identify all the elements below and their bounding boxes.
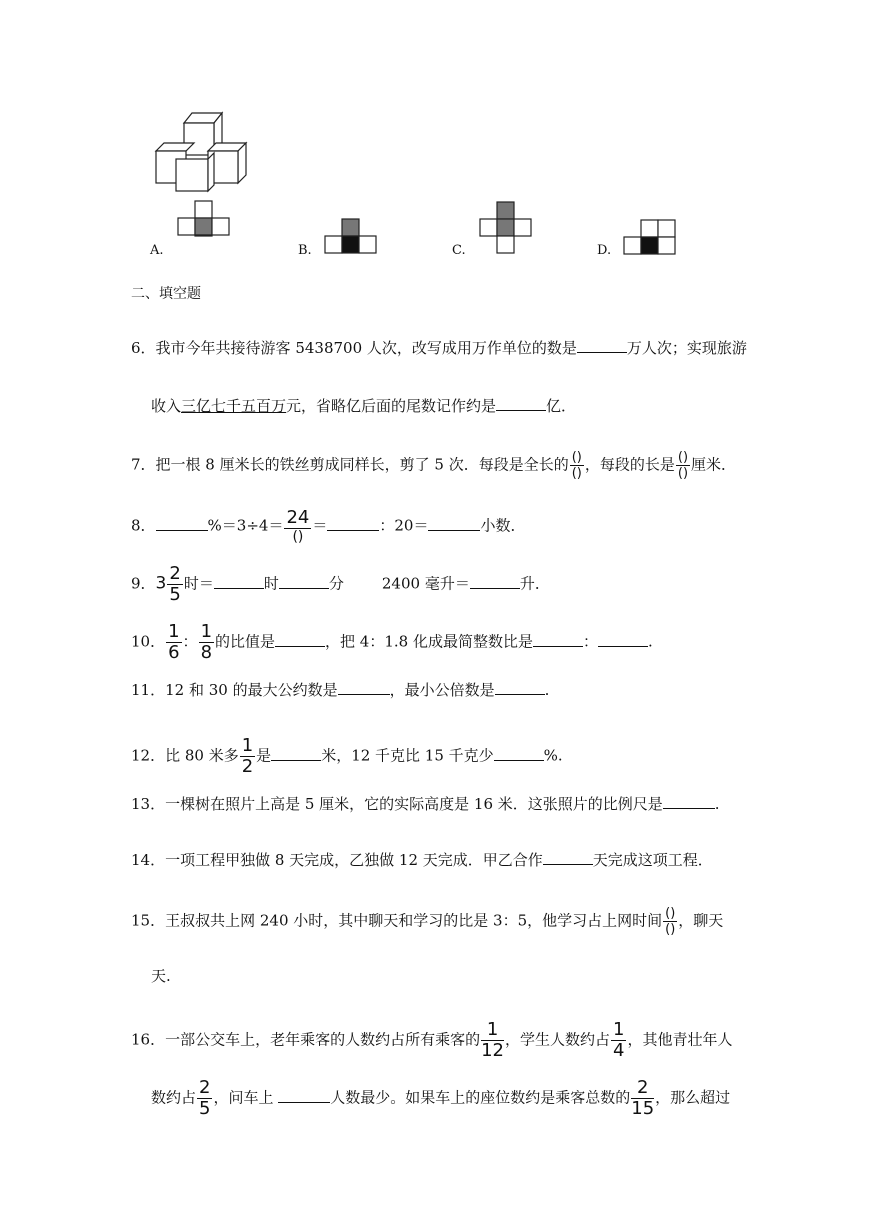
option-b-label: B. [298,243,312,258]
question-11: 11．12 和 30 的最大公约数是 ，最小公倍数是 . [131,681,550,699]
option-c-label: C. [452,243,466,258]
question-8: 8． %＝3÷4＝ $\frac{24}{()}$ ＝ ：20＝ 小数． [131,507,526,545]
answer-blank[interactable] [494,746,544,761]
question-6-line-2: 收入三亿七千五百万元，省略亿后面的尾数记作约是 亿． [151,397,577,415]
question-14: 14．一项工程甲独做 8 天完成，乙独做 12 天完成．甲乙合作 天完成这项工程． [131,851,713,869]
answer-blank[interactable] [338,680,390,695]
fraction: $\frac{2}{15}$ [631,1077,655,1119]
answer-blank[interactable] [598,632,648,647]
question-15-line-2: 天. [151,967,171,985]
option-a-label: A. [150,243,164,258]
section-title: 二、填空题 [131,286,201,302]
answer-blank[interactable] [470,574,520,589]
option-b-view [324,218,378,255]
fraction-blank[interactable]: $\frac{()}{()}$ [571,450,582,481]
answer-blank[interactable] [495,680,545,695]
question-10: 10． $\frac{1}{6}$ ： $\frac{1}{8}$ 的比值是 ，把 4：1.8 化成最简整数比是 ： . [131,621,653,663]
fraction: $\frac{1}{12}$ [481,1019,504,1061]
question-7: 7．把一根 8 厘米长的铁丝剪成同样长，剪了 5 次．每段是全长的 $\frac{()}{()}$ ，每段的长是 $\frac{()}{()}$ 厘米． [131,450,737,481]
answer-blank[interactable] [279,574,329,589]
question-6-line-1: 6．我市今年共接待游客 5438700 人次，改写成用万作单位的数是 万人次；实现旅游 [131,339,747,357]
question-13: 13．一棵树在照片上高是 5 厘米，它的实际高度是 16 米．这张照片的比例尺是 . [131,795,720,813]
answer-blank[interactable] [275,632,325,647]
answer-blank[interactable] [278,1088,330,1103]
fraction: $\frac{1}{8}$ [200,621,213,663]
question-9: 9．3 $\frac{2}{5}$ 时＝ 时 分 2400 毫升＝ 升． [131,563,550,605]
cube-stack-figure [150,105,255,195]
fraction-blank[interactable]: $\frac{()}{()}$ [677,450,689,481]
answer-blank[interactable] [156,516,208,531]
fraction: $\frac{2}{5}$ [169,563,181,605]
answer-blank[interactable] [533,632,583,647]
option-d-label: D. [597,243,612,258]
option-a-view [177,200,231,237]
answer-blank[interactable] [663,794,715,809]
fraction: $\frac{1}{4}$ [613,1019,625,1061]
fraction-24-over-blank[interactable]: $\frac{24}{()}$ [286,507,310,545]
answer-blank[interactable] [543,850,593,865]
question-15-line-1: 15．王叔叔共上网 240 小时，其中聊天和学习的比是 3：5，他学习占上网时间 $\frac{()}{()}$ ，聊天 [131,906,724,937]
question-16-line-2: 数约占 $\frac{2}{5}$ ，问车上 人数最少。如果车上的座位数约是乘客总数的 $\frac{2}{15}$ ，那么超过 [151,1077,731,1119]
answer-blank[interactable] [271,746,321,761]
answer-blank[interactable] [428,516,480,531]
option-c-view [479,201,533,255]
fraction-blank[interactable]: $\frac{()}{()}$ [665,906,676,937]
question-16-line-1: 16．一部公交车上，老年乘客的人数约占所有乘客的 $\frac{1}{12}$ ，学生人数约占 $\frac{1}{4}$ ，其他青壮年人 [131,1019,733,1061]
fraction: $\frac{1}{6}$ [168,621,180,663]
question-12: 12．比 80 米多 $\frac{1}{2}$ 是 米，12 千克比 15 千克少 %. [131,735,563,777]
option-d-view [623,219,677,256]
answer-blank[interactable] [577,338,627,353]
answer-blank[interactable] [327,516,379,531]
fraction: $\frac{1}{2}$ [241,735,254,777]
answer-blank[interactable] [214,574,264,589]
fraction: $\frac{2}{5}$ [199,1077,211,1119]
answer-blank[interactable] [496,396,546,411]
